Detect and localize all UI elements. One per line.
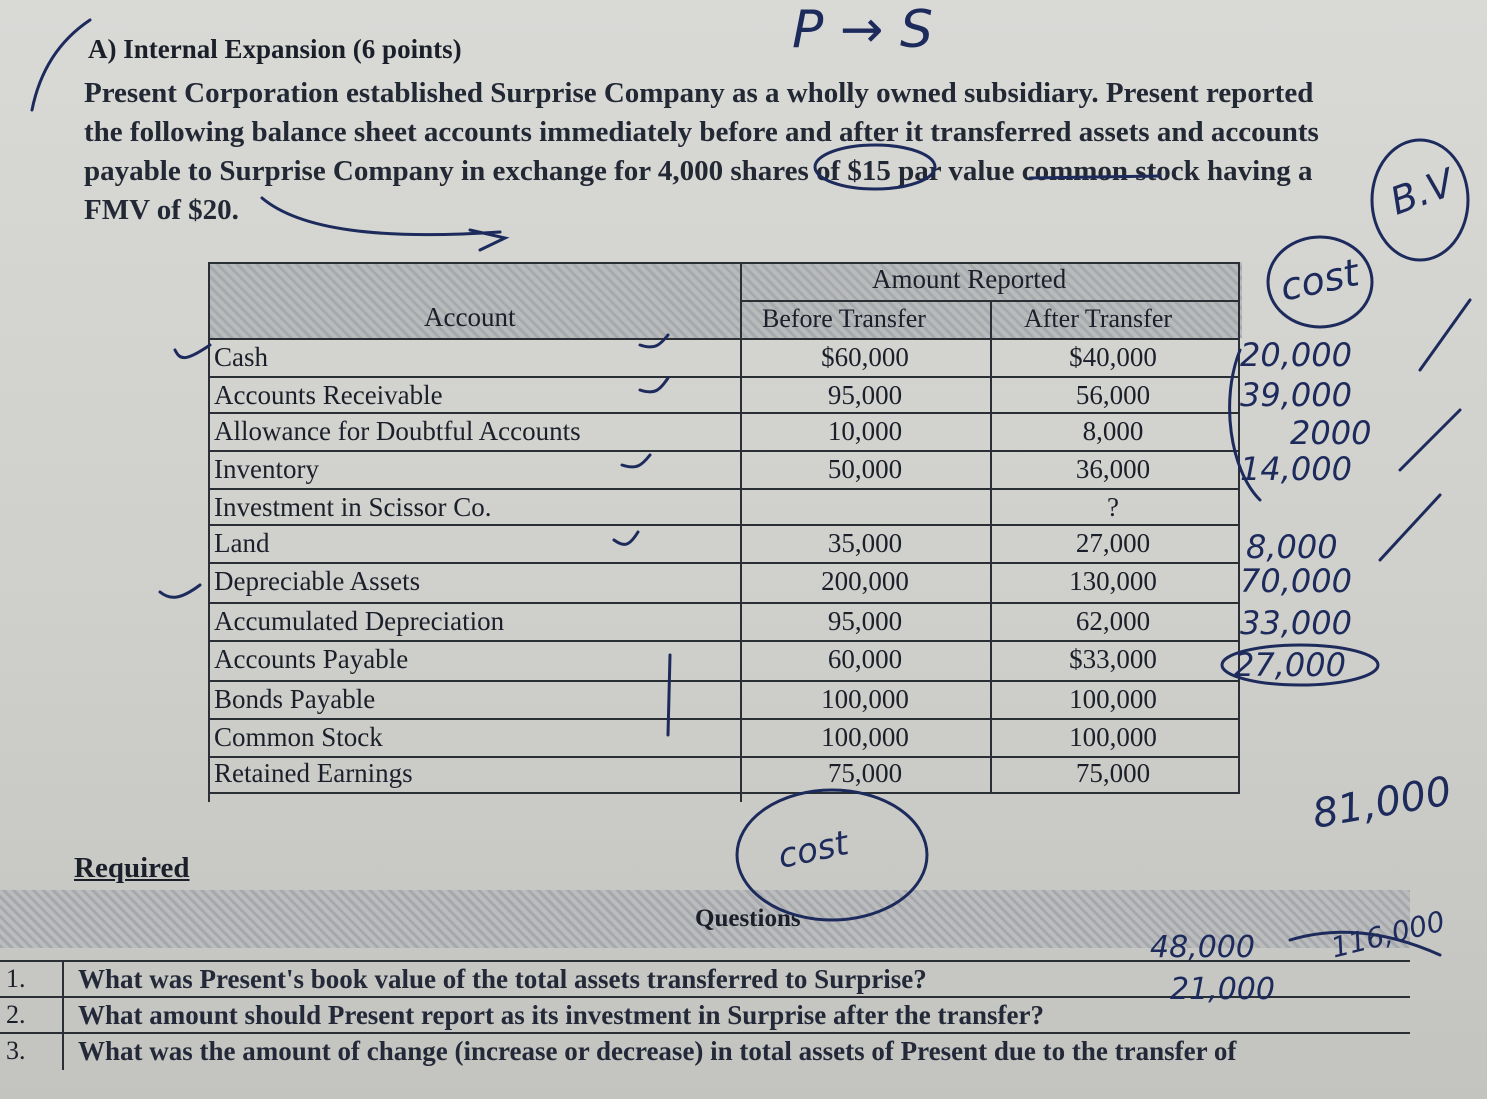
row-after-value: 62,000 [1075, 606, 1151, 636]
row-before-value: 60,000 [827, 644, 903, 674]
row-after-value: $40,000 [1069, 342, 1157, 372]
row-account: Bonds Payable [214, 684, 376, 714]
row-account: Land [214, 528, 270, 558]
handwriting-side-value: 33,000 [1240, 604, 1352, 642]
margin-check-1 [175, 345, 210, 358]
row-after-value: 56,000 [1075, 380, 1151, 410]
margin-check-2 [160, 585, 200, 597]
row-before-value: 35,000 [827, 528, 903, 558]
question-text: What was the amount of change (increase or decrease) in total assets of Present due to the transfer of [78, 1036, 1237, 1066]
row-after-value: 8,000 [1082, 416, 1144, 446]
row-account: Depreciable Assets [214, 566, 421, 596]
check-2 [640, 378, 668, 392]
handwriting-cost-center: cost [774, 823, 852, 877]
account-column-header: Account [424, 302, 516, 332]
row-account: Inventory [214, 454, 319, 484]
row-after-value: 100,000 [1069, 684, 1157, 714]
side-check-3 [1400, 410, 1460, 470]
check-3 [622, 455, 650, 467]
handwriting-bv: B.V [1384, 160, 1460, 224]
row-before-value: 100,000 [821, 722, 909, 752]
row-after-value: 100,000 [1069, 722, 1157, 752]
side-check-2 [1420, 300, 1470, 370]
vertical-mark [668, 655, 670, 735]
par-underline [1030, 176, 1160, 178]
fmv-underline-stroke [262, 198, 500, 235]
row-account: Accounts Receivable [214, 380, 443, 410]
handwriting-q1-answer: 48,000 [1150, 930, 1255, 965]
required-label: Required [74, 852, 190, 884]
shares-circle [815, 145, 935, 189]
handwriting-side-value: 20,000 [1240, 336, 1352, 374]
row-before-value: 95,000 [827, 380, 903, 410]
row-after-value: 36,000 [1075, 454, 1151, 484]
before-transfer-header: Before Transfer [762, 304, 926, 333]
side-check-1 [1380, 495, 1440, 560]
check-4 [614, 532, 638, 544]
row-account: Allowance for Doubtful Accounts [214, 416, 581, 446]
row-account: Accounts Payable [214, 644, 409, 674]
check-1 [640, 335, 668, 347]
row-before-value: 50,000 [827, 454, 903, 484]
row-account: Accumulated Depreciation [214, 606, 505, 636]
handwriting-side-value: 70,000 [1240, 562, 1352, 600]
handwriting-total: 81,000 [1309, 768, 1455, 838]
handwriting-side-value: 14,000 [1240, 450, 1352, 488]
question-text: What amount should Present report as its investment in Surprise after the transfer? [78, 1000, 1044, 1030]
row-after-value: 75,000 [1075, 758, 1151, 788]
question-number: 2. [6, 1000, 26, 1029]
row-before-value: 100,000 [821, 684, 909, 714]
handwriting-side-value: 39,000 [1240, 376, 1352, 414]
row-account: Common Stock [214, 722, 383, 752]
row-before-value: 200,000 [821, 566, 909, 596]
row-before-value: $60,000 [821, 342, 909, 372]
after-transfer-header: After Transfer [1024, 304, 1173, 333]
handwriting-side-value: 27,000 [1234, 646, 1346, 684]
row-account: Investment in Scissor Co. [214, 492, 492, 522]
question-text: What was Present's book value of the total assets transferred to Surprise? [78, 964, 927, 994]
question-number: 3. [6, 1036, 26, 1065]
margin-bracket-stroke [32, 20, 90, 110]
row-after-value: $33,000 [1069, 644, 1157, 674]
row-account: Retained Earnings [214, 758, 413, 788]
handwriting-side-value: 2000 [1290, 414, 1372, 452]
handwriting-side-value: 8,000 [1246, 528, 1338, 566]
row-after-value: 27,000 [1075, 528, 1151, 558]
handwriting-cost-right: cost [1276, 250, 1363, 310]
row-after-value: 130,000 [1069, 566, 1157, 596]
handwriting-q1-circled: 116,000 [1327, 904, 1449, 965]
question-number: 1. [6, 964, 26, 993]
handwriting-p-to-s: P → S [792, 0, 933, 60]
row-account: Cash [214, 342, 268, 372]
handwriting-q2-answer: 21,000 [1170, 972, 1275, 1007]
amount-reported-header: Amount Reported [872, 264, 1067, 294]
row-after-value: ? [1107, 492, 1119, 522]
problem-paragraph: Present Corporation established Surprise Company as a wholly owned subsidiary. Present reported the following balance sheet accounts immediately before and after it transferred assets and accounts payable to Surprise Company in exchange for 4,000 shares of $15 par value common stock having a FMV of $20. [84, 77, 1319, 226]
row-before-value: 75,000 [827, 758, 903, 788]
row-before-value: 10,000 [827, 416, 903, 446]
questions-header: Questions [695, 905, 801, 932]
section-title-text: A) Internal Expansion (6 points) [88, 34, 462, 64]
row-before-value: 95,000 [827, 606, 903, 636]
